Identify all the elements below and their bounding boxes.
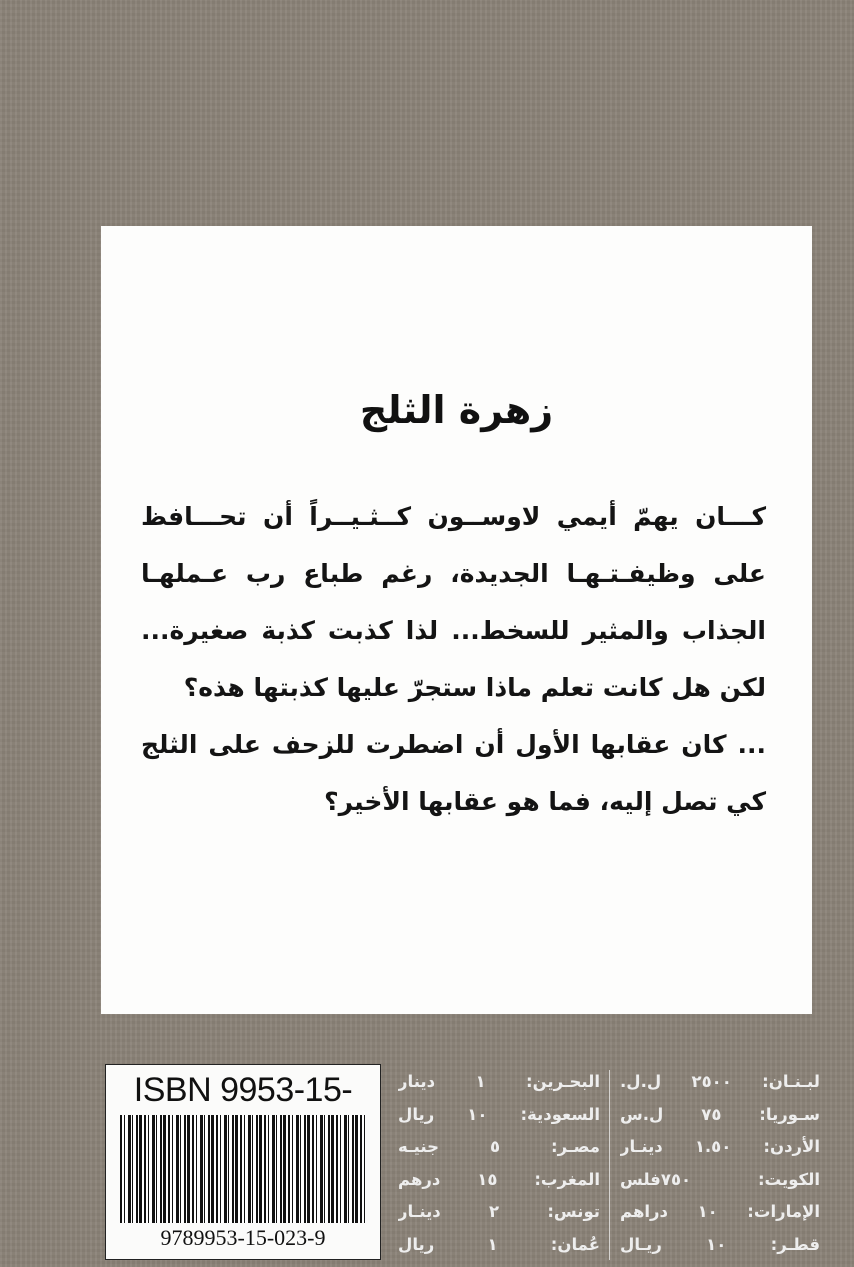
price-item: الكويت: ٧٥٠فلس xyxy=(620,1169,820,1189)
price-column-divider xyxy=(609,1070,610,1260)
price-item: مصـر: ٥ جنيـه xyxy=(398,1137,600,1156)
blurb-paragraph-1: كـــان يهمّ أيمي لاوســون كــثـيــراً أن تحـــافظ على وظيفـتـهـا الجديدة، رغم طباع رب عـملهـا الجذاب والمثير للسخط... لذا كذبت كذبة صغيرة... لكن هل كانت تعلم ماذا ستجرّ عليها كذبتها هذه؟ xyxy=(141,502,766,702)
price-item: الإمارات: ١٠ دراهم xyxy=(620,1202,820,1221)
book-blurb xyxy=(141,488,766,830)
price-item: المغرب: ١٥ درهم xyxy=(398,1169,600,1189)
price-list-right xyxy=(620,1066,820,1261)
isbn-label: ISBN 9953-15- xyxy=(133,1071,353,1109)
back-cover-panel xyxy=(101,226,812,1014)
price-item: السعودية: ١٠ ريال xyxy=(398,1104,600,1124)
price-item: البحـرين: ١ دينار xyxy=(398,1072,600,1091)
price-list-left xyxy=(398,1066,600,1261)
price-item: قطـر: ١٠ ريـال xyxy=(620,1234,820,1254)
price-item: الأردن: ١.٥٠ دينـار xyxy=(620,1137,820,1156)
blurb-paragraph-2: ... كان عقابها الأول أن اضطرت للزحف على الثلج كي تصل إليه، فما هو عقابها الأخير؟ xyxy=(141,730,766,816)
price-item: عُمان: ١ ريال xyxy=(398,1234,600,1254)
barcode-bars xyxy=(120,1115,366,1223)
barcode-box xyxy=(105,1064,381,1260)
price-item: سـوريا: ٧٥ ل.س xyxy=(620,1104,820,1124)
price-item: تونس: ٢ دينـار xyxy=(398,1202,600,1221)
price-item: لبـنـان: ٢٥٠٠ ل.ل. xyxy=(620,1072,820,1091)
ean-number: 9789953-15-023-9 xyxy=(160,1225,326,1250)
book-title: زهرة الثلج xyxy=(359,388,554,432)
